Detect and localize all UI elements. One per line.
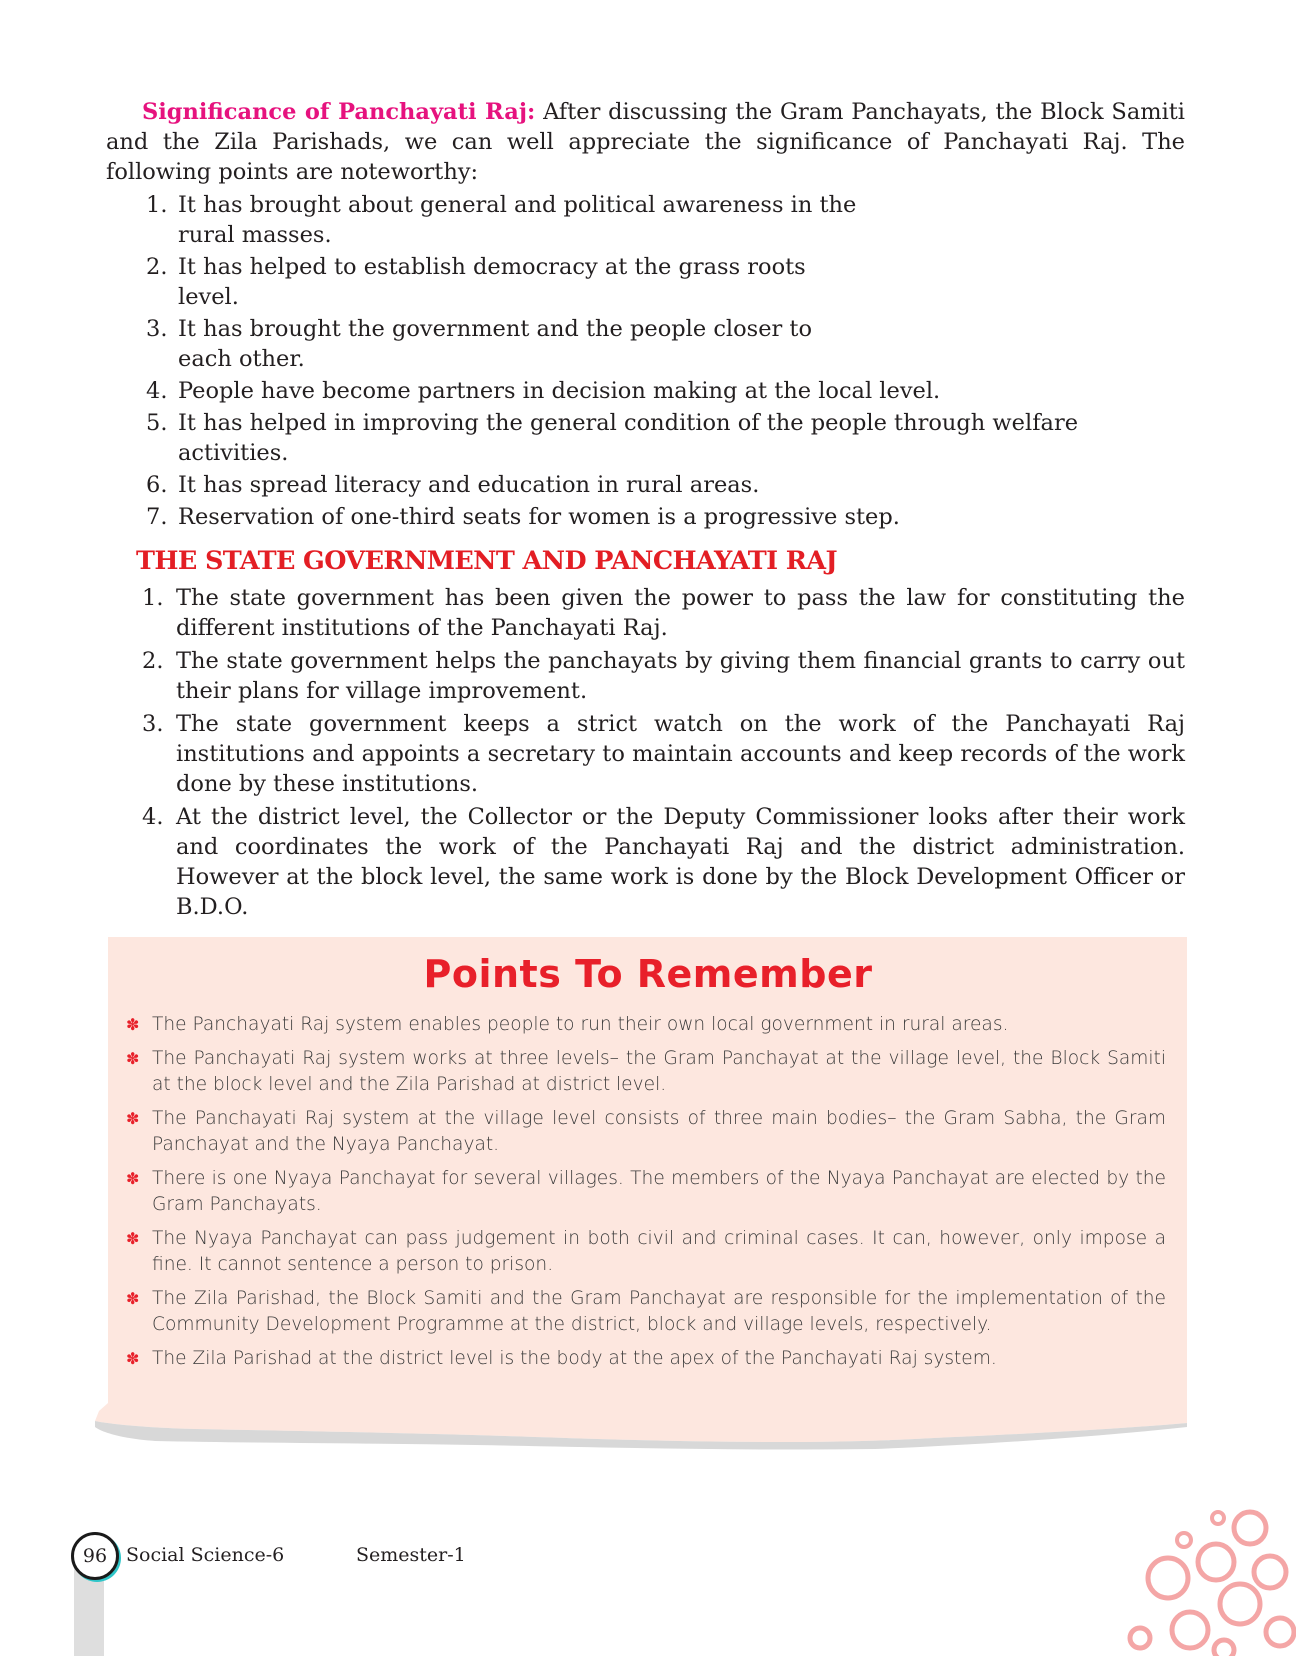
item-text: It has helped to establish democracy at the grass roots level. [178,254,806,310]
item-text: The Panchayati Raj system enables people to run their own local government in rural areas. [152,1014,1009,1035]
item-text: The Panchayati Raj system at the village level consists of three main bodies– the Gram Sabha, the Gram Panchayat and the Nyaya Panchayat. [152,1108,1166,1155]
list-item [142,646,1185,706]
list-item [126,1346,1166,1372]
list-item [146,314,828,374]
item-number: 5. [146,410,168,436]
list-item [146,502,1186,532]
item-text: It has brought about general and political awareness in the rural masses. [178,192,857,248]
item-number: 7. [146,504,168,530]
flower-bullet-icon: ✽ [126,1169,140,1188]
list-item [126,1012,1166,1038]
list-item [126,1166,1166,1218]
torn-paper-edge [95,1393,1195,1453]
list-item [146,190,898,250]
footer-semester: Semester-1 [356,1544,466,1566]
item-number: 1. [146,192,168,218]
list-item [126,1226,1166,1278]
item-text: It has spread literacy and education in rural areas. [178,472,760,498]
flower-bullet-icon: ✽ [126,1015,140,1034]
intro-text: After discussing the Gram Panchayats, the Block Samiti and the Zila Parishads, we can well appreciate the significance of Panchayati Raj. The following points are noteworthy: [106,99,1186,185]
points-to-remember-title: Points To Remember [423,952,873,996]
decorative-circles-icon [1120,1500,1296,1656]
flower-bullet-icon: ✽ [126,1349,140,1368]
item-text: The Zila Parishad, the Block Samiti and the Gram Panchayat are responsible for the implementation of the Community Development Programme at the district, block and village levels, respectively. [152,1288,1166,1335]
state-government-list [142,583,1185,925]
list-item [146,376,1186,406]
flower-bullet-icon: ✽ [126,1229,140,1248]
item-text: The Nyaya Panchayat can pass judgement in both civil and criminal cases. It can, however, only impose a fine. It cannot sentence a person to prison. [152,1228,1166,1275]
footer-book-title: Social Science-6 [126,1544,285,1566]
item-text: It has brought the government and the people closer to each other. [178,316,813,372]
item-text: There is one Nyaya Panchayat for several villages. The members of the Nyaya Panchayat are elected by the Gram Panchayats. [152,1168,1166,1215]
list-item [142,583,1185,643]
item-number: 4. [146,378,168,404]
item-text: The state government keeps a strict watch on the work of the Panchayati Raj institutions and appoints a secretary to maintain accounts and keep records of the work done by these institutions. [176,711,1185,797]
item-text: The state government helps the panchayats by giving them financial grants to carry out their plans for village improvement. [176,648,1185,704]
list-item [126,1106,1166,1158]
list-item [146,470,1186,500]
list-item [126,1286,1166,1338]
item-number: 3. [146,316,168,342]
item-number: 2. [146,254,168,280]
item-text: At the district level, the Collector or the Deputy Commissioner looks after their work and coordinates the work of the Panchayati Raj and the district administration. However at the block level, the same work is done by the Block Development Officer or B.D.O. [176,804,1185,920]
intro-paragraph [106,97,1185,187]
item-number: 6. [146,472,168,498]
flower-bullet-icon: ✽ [126,1289,140,1308]
significance-list [146,190,1186,534]
item-text: The Panchayati Raj system works at three levels– the Gram Panchayat at the village level, the Block Samiti at the block level and the Zila Parishad at district level. [152,1048,1166,1095]
item-number: 1. [142,585,164,611]
list-item [142,709,1185,799]
item-text: People have become partners in decision making at the local level. [178,378,941,404]
item-text: It has helped in improving the general condition of the people through welfare activities. [178,410,1079,466]
item-number: 2. [142,648,164,674]
intro-lead: Significance of Panchayati Raj: [142,99,536,125]
flower-bullet-icon: ✽ [126,1109,140,1128]
item-text: The state government has been given the power to pass the law for constituting the different institutions of the Panchayati Raj. [176,585,1185,641]
list-item [142,802,1185,922]
page-number: 96 [71,1532,119,1580]
list-item [146,408,1118,468]
item-number: 3. [142,711,164,737]
list-item [146,252,818,312]
item-number: 4. [142,804,164,830]
item-text: The Zila Parishad at the district level is the body at the apex of the Panchayati Raj system. [152,1348,997,1369]
list-item [126,1046,1166,1098]
item-text: Reservation of one-third seats for women is a progressive step. [178,504,900,530]
section-heading: THE STATE GOVERNMENT AND PANCHAYATI RAJ [136,546,837,576]
points-to-remember-list [126,1012,1166,1380]
flower-bullet-icon: ✽ [126,1049,140,1068]
